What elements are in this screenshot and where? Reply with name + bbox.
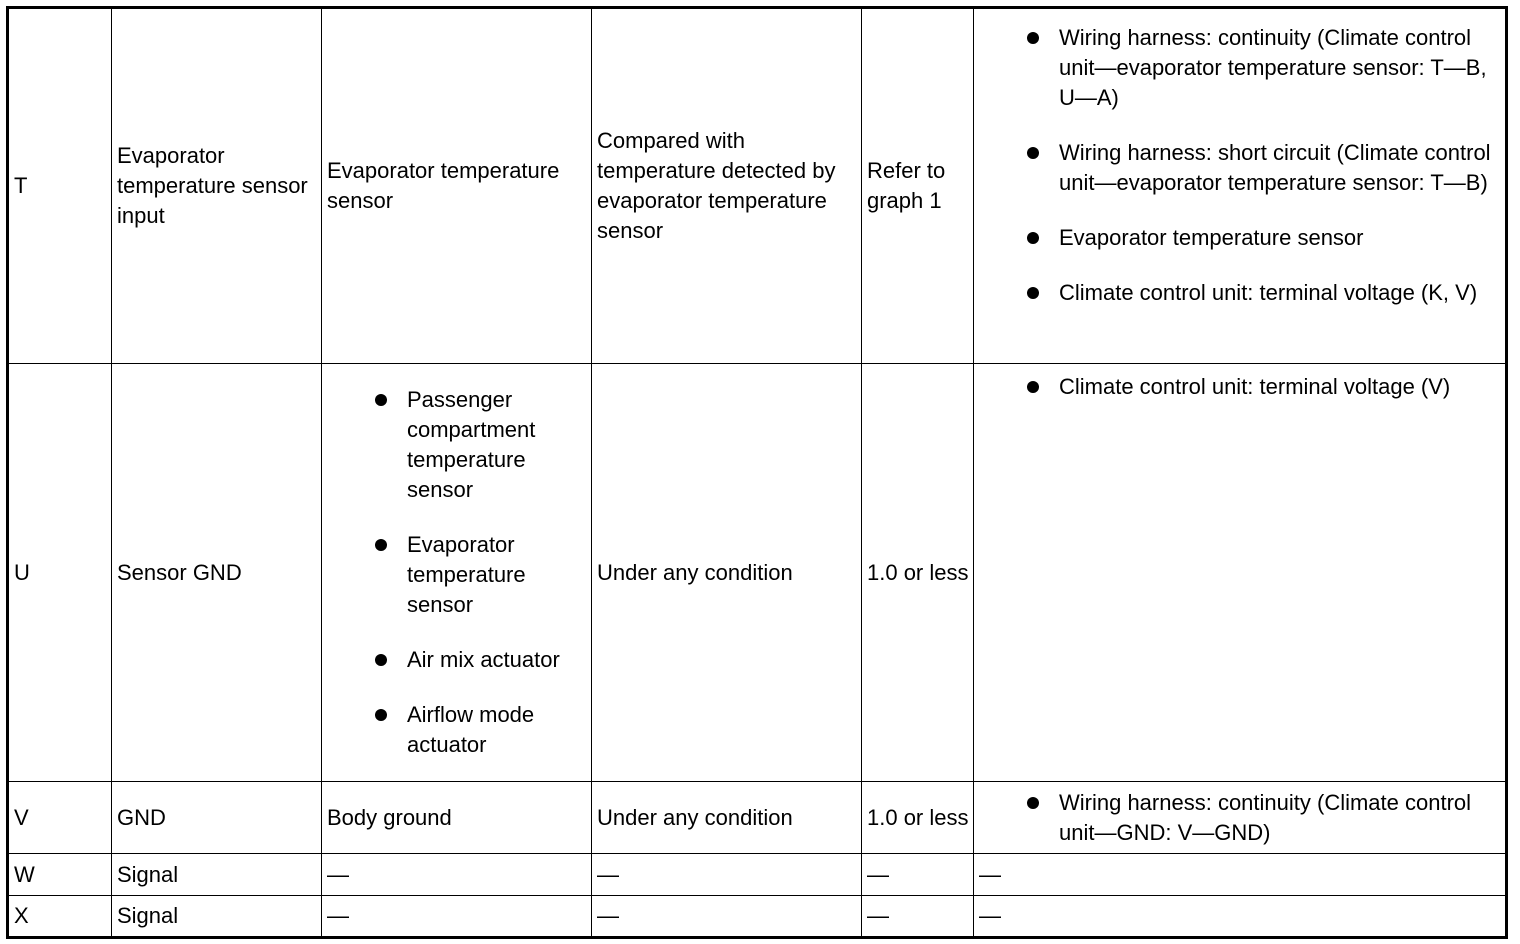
terminal-spec-table (6, 6, 1508, 939)
connected-to-cell (322, 364, 592, 782)
bullet-icon (1027, 381, 1039, 393)
connected-to-cell: — (322, 896, 592, 938)
spec-cell: — (862, 854, 974, 896)
bullet-icon (1027, 287, 1039, 299)
check-list (979, 788, 1501, 848)
item-cell: Evaporator temperature sensor input (112, 8, 322, 364)
spec-cell: 1.0 or less (862, 364, 974, 782)
condition-cell: Under any condition (592, 782, 862, 854)
table-row-x (8, 896, 1507, 938)
condition-cell: Compared with temperature detected by evaporator temperature sensor (592, 8, 862, 364)
connected-to-list (327, 385, 587, 760)
connected-to-cell: Evaporator temperature sensor (322, 8, 592, 364)
bullet-icon (375, 394, 387, 406)
table-row-v (8, 782, 1507, 854)
spec-cell: Refer to graph 1 (862, 8, 974, 364)
bullet-icon (1027, 147, 1039, 159)
terminal-cell: U (8, 364, 112, 782)
condition-cell: Under any condition (592, 364, 862, 782)
terminal-cell: V (8, 782, 112, 854)
item-cell: Sensor GND (112, 364, 322, 782)
spec-cell: 1.0 or less (862, 782, 974, 854)
table-row-w (8, 854, 1507, 896)
list-item: Wiring harness: continuity (Climate control unit—GND: V—GND) (1025, 788, 1501, 848)
check-cell: — (974, 854, 1507, 896)
bullet-icon (1027, 232, 1039, 244)
check-cell (974, 364, 1507, 782)
check-cell (974, 782, 1507, 854)
item-cell: Signal (112, 854, 322, 896)
list-item: Climate control unit: terminal voltage (V) (1025, 372, 1501, 402)
bullet-icon (1027, 32, 1039, 44)
spec-cell: — (862, 896, 974, 938)
list-item: Airflow mode actuator (373, 700, 587, 760)
bullet-icon (375, 539, 387, 551)
table-row-t (8, 8, 1507, 364)
check-cell: — (974, 896, 1507, 938)
list-item: Passenger compartment temperature sensor (373, 385, 587, 505)
check-cell (974, 8, 1507, 364)
list-item: Air mix actuator (373, 645, 587, 675)
connected-to-cell: — (322, 854, 592, 896)
list-item: Evaporator temperature sensor (373, 530, 587, 620)
condition-cell: — (592, 896, 862, 938)
list-item: Wiring harness: continuity (Climate control unit—evaporator temperature sensor: T—B, U—A) (1025, 23, 1501, 113)
item-cell: GND (112, 782, 322, 854)
connected-to-cell: Body ground (322, 782, 592, 854)
terminal-cell: W (8, 854, 112, 896)
list-item: Evaporator temperature sensor (1025, 223, 1501, 253)
list-item: Wiring harness: short circuit (Climate control unit—evaporator temperature sensor: T—B) (1025, 138, 1501, 198)
terminal-cell: X (8, 896, 112, 938)
item-cell: Signal (112, 896, 322, 938)
table-row-u (8, 364, 1507, 782)
terminal-cell: T (8, 8, 112, 364)
bullet-icon (375, 654, 387, 666)
condition-cell: — (592, 854, 862, 896)
bullet-icon (375, 709, 387, 721)
check-list (979, 372, 1501, 402)
list-item: Climate control unit: terminal voltage (K, V) (1025, 278, 1501, 308)
check-list (979, 23, 1501, 308)
bullet-icon (1027, 797, 1039, 809)
